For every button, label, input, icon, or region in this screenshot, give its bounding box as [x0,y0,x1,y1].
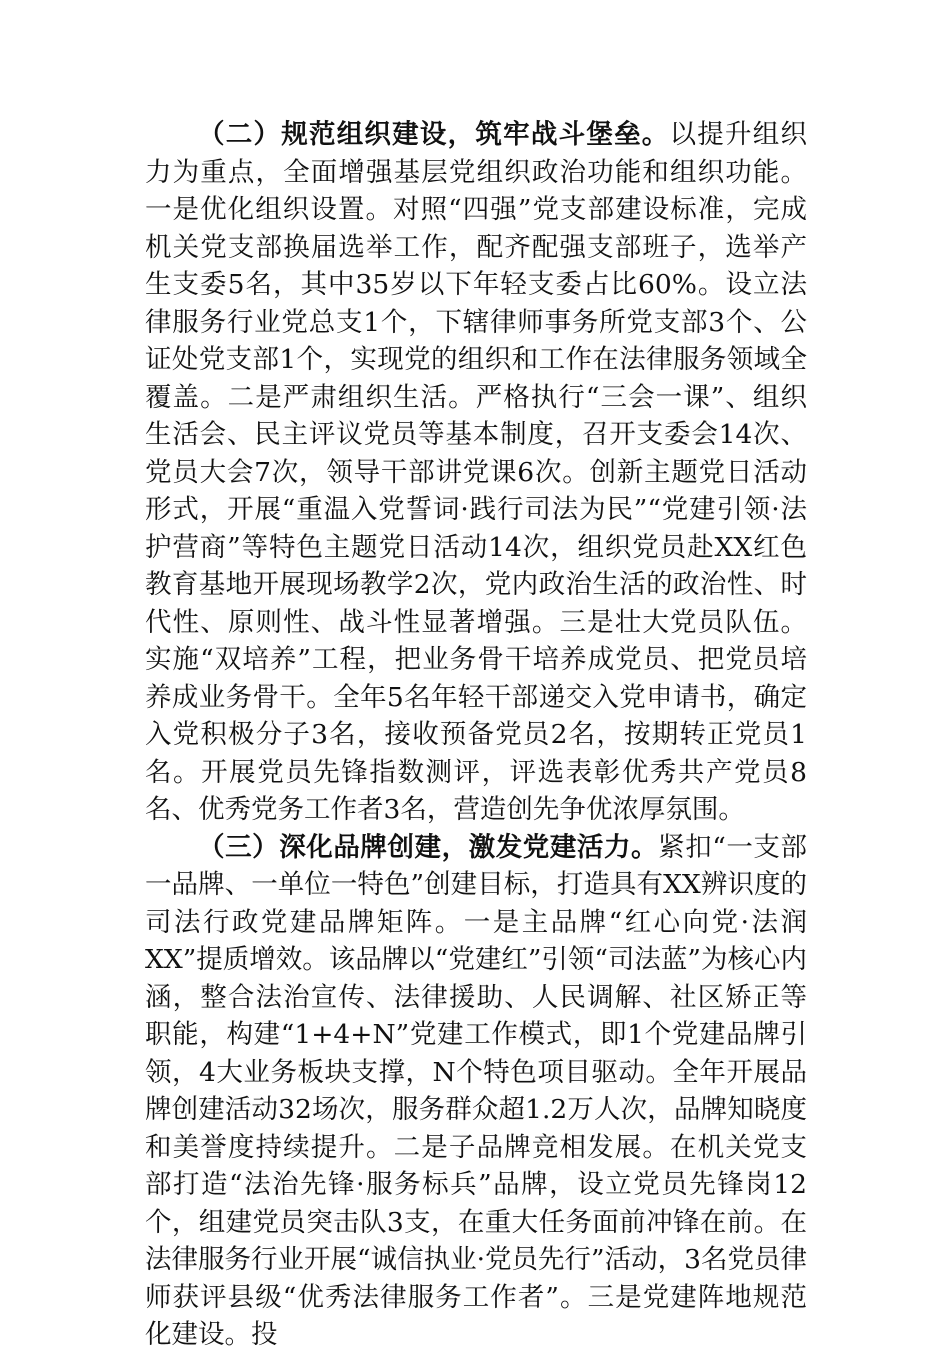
paragraph-organization-building [145,116,807,829]
paragraph-body: 紧扣“一支部一品牌、一单位一特色”创建目标，打造具有XX辨识度的司法行政党建品牌矩阵。一是主品牌“红心向党·法润XX”提质增效。该品牌以“党建红”引领“司法蓝”为核心内涵，整合法治宣传、法律援助、人民调解、社区矫正等职能，构建“1+4+N”党建工作模式，即1个党建品牌引领，4大业务板块支撑，N个特色项目驱动。全年开展品牌创建活动32场次，服务群众超1.2万人次，品牌知晓度和美誉度持续提升。二是子品牌竞相发展。在机关党支部打造“法治先锋·服务标兵”品牌，设立党员先锋岗12个，组建党员突击队3支，在重大任务面前冲锋在前。在法律服务行业开展“诚信执业·党员先行”活动，3名党员律师获评县级“优秀法律服务工作者”。三是党建阵地规范化建设。投 [145,831,807,1350]
section-heading: （三）深化品牌创建，激发党建活力。 [198,831,659,863]
paragraph-brand-creation [145,829,807,1354]
paragraph-body: 以提升组织力为重点，全面增强基层党组织政治功能和组织功能。一是优化组织设置。对照“四强”党支部建设标准，完成机关党支部换届选举工作，配齐配强支部班子，选举产生支委5名，其中35岁以下年轻支委占比60%。设立法律服务行业党总支1个，下辖律师事务所党支部3个、公证处党支部1个，实现党的组织和工作在法律服务领域全覆盖。二是严肃组织生活。严格执行“三会一课”、组织生活会、民主评议党员等基本制度，召开支委会14次、党员大会7次，领导干部讲党课6次。创新主题党日活动形式，开展“重温入党誓词·践行司法为民”“党建引领·法护营商”等特色主题党日活动14次，组织党员赴XX红色教育基地开展现场教学2次，党内政治生活的政治性、时代性、原则性、战斗性显著增强。三是壮大党员队伍。实施“双培养”工程，把业务骨干培养成党员、把党员培养成业务骨干。全年5名年轻干部递交入党申请书，确定入党积极分子3名，接收预备党员2名，按期转正党员1名。开展党员先锋指数测评，评选表彰优秀共产党员8名、优秀党务工作者3名，营造创先争优浓厚氛围。 [145,119,808,825]
document-page [145,116,807,1354]
section-heading: （二）规范组织建设，筑牢战斗堡垒。 [198,119,670,150]
